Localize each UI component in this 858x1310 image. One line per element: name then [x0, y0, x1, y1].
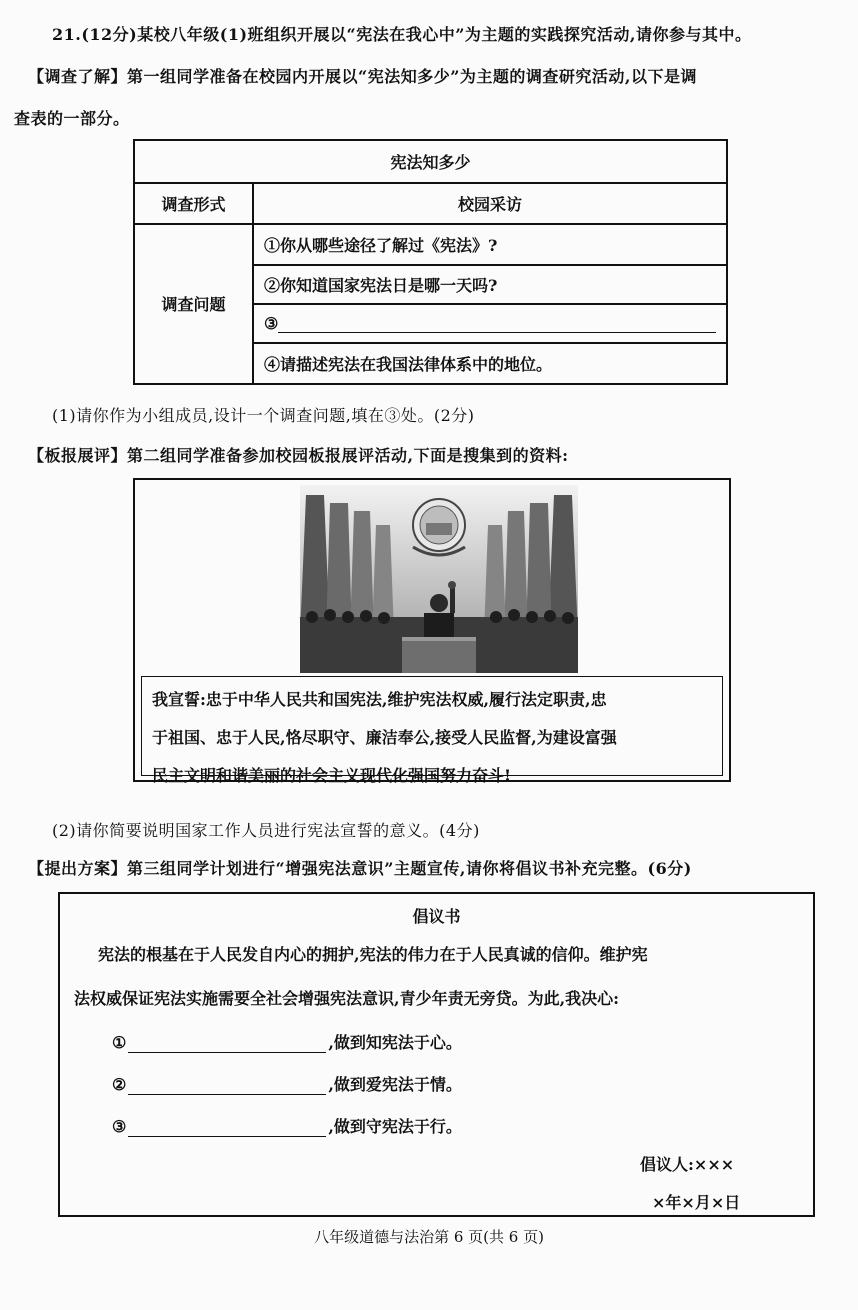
page-footer: 八年级道德与法治第 6 页(共 6 页)	[314, 1228, 544, 1246]
task-2: (2)请你简要说明国家工作人员进行宪法宣誓的意义。(4分)	[52, 821, 480, 840]
proposal-item-2	[112, 1072, 462, 1095]
proposal-paragraph-2: 法权威保证宪法实施需要全社会增强宪法意识,青少年责无旁贷。为此,我决心:	[74, 989, 620, 1008]
proposal-date: ×年×月×日	[652, 1193, 741, 1212]
section3-tag: 【提出方案】	[28, 859, 128, 878]
survey-table	[133, 139, 728, 385]
section1-tag: 【调查了解】	[28, 67, 128, 86]
bulletin-material-panel	[133, 478, 731, 785]
item-2-blank[interactable]	[128, 1076, 326, 1095]
item-2-num: ②	[112, 1075, 127, 1094]
section3-text: 第三组同学计划进行“增强宪法意识”主题宣传,请你将倡议书补充完整。(6分)	[127, 859, 692, 878]
item-1-blank[interactable]	[128, 1034, 326, 1053]
item-1-num: ①	[112, 1033, 127, 1052]
question-intro: 21.(12分)某校八年级(1)班组织开展以“宪法在我心中”为主题的实践探究活动,请你参与其中。	[52, 25, 752, 44]
item-3-blank[interactable]	[128, 1118, 326, 1137]
item-3-text: ,做到守宪法于行。	[328, 1117, 462, 1136]
survey-question-4: ④请描述宪法在我国法律体系中的地位。	[264, 354, 553, 374]
oath-line-3: 民主文明和谐美丽的社会主义现代化强国努力奋斗!	[152, 766, 512, 785]
proposal-item-3	[112, 1114, 462, 1137]
item-3-num: ③	[112, 1117, 127, 1136]
survey-title: 宪法知多少	[390, 153, 471, 172]
section2-line	[28, 443, 569, 466]
section1-line-2: 查表的一部分。	[14, 109, 130, 128]
survey-question-3-num: ③	[264, 313, 279, 333]
section1-line	[28, 64, 697, 87]
task-1: (1)请你作为小组成员,设计一个调查问题,填在③处。(2分)	[52, 406, 475, 425]
survey-question-1: ①你从哪些途径了解过《宪法》?	[264, 235, 498, 255]
item-1-text: ,做到知宪法于心。	[328, 1033, 462, 1052]
section3-line	[28, 856, 692, 879]
survey-form-value: 校园采访	[457, 194, 522, 214]
proposal-title: 倡议书	[412, 907, 461, 926]
survey-questions-label: 调查问题	[161, 295, 226, 314]
proposal-box	[58, 892, 815, 1217]
section1-text: 第一组同学准备在校园内开展以“宪法知多少”为主题的调查研究活动,以下是调	[127, 67, 697, 86]
oath-line-2: 于祖国、忠于人民,恪尽职守、廉洁奉公,接受人民监督,为建设富强	[152, 728, 617, 747]
survey-question-2: ②你知道国家宪法日是哪一天吗?	[264, 275, 498, 295]
oath-text-box	[141, 676, 723, 785]
proposal-item-1	[112, 1030, 462, 1053]
survey-form-label: 调查形式	[161, 194, 226, 214]
proposal-paragraph-1: 宪法的根基在于人民发自内心的拥护,宪法的伟力在于人民真诚的信仰。维护宪	[98, 945, 648, 964]
oath-line-1: 我宣誓:忠于中华人民共和国宪法,维护宪法权威,履行法定职责,忠	[152, 690, 607, 709]
oath-ceremony-photo	[300, 485, 578, 673]
survey-question-3	[254, 304, 726, 342]
item-2-text: ,做到爱宪法于情。	[328, 1075, 462, 1094]
survey-question-3-blank[interactable]	[278, 314, 716, 333]
section2-tag: 【板报展评】	[28, 446, 128, 465]
proposal-signer: 倡议人:×××	[640, 1155, 735, 1174]
section2-text: 第二组同学准备参加校园板报展评活动,下面是搜集到的资料:	[127, 446, 569, 465]
